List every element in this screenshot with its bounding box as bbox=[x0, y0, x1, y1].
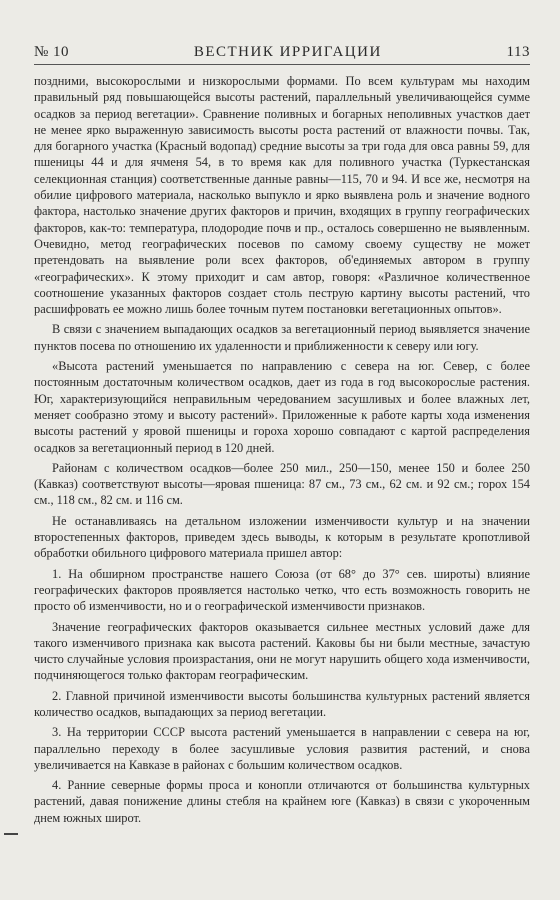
margin-dash-mark bbox=[4, 833, 18, 835]
paragraph-4: Районам с количеством осадков—более 250 мил., 250—150, менее 150 и более 250 (Кавказ) соответствуют высоты—яровая пшеница: 87 см., 73 см., 62 см. и 92 см.; горох 154 см., 118 см., 82 см. и 116 см. bbox=[34, 460, 530, 508]
issue-number: № 10 bbox=[34, 44, 70, 60]
conclusion-2: 2. Главной причиной изменчивости высоты большинства культурных растений является количество осадков, выпадающих за период вегетации. bbox=[34, 688, 530, 719]
conclusion-4: 4. Ранние северные формы проса и конопли отличаются от большинства культурных растений, давая понижение длины стебля на крайнем юге (Кавказ) в связи с укороченным днем южных широт. bbox=[34, 778, 530, 825]
journal-title: ВЕСТНИК ИРРИГАЦИИ bbox=[193, 44, 382, 60]
running-header bbox=[34, 44, 530, 65]
conclusion-1: 1. На обширном пространстве нашего Союза (от 68° до 37° сев. широты) влияние географических факторов проявляется настолько четко, что есть возможность говорить не просто об изменчивости, но и о географической изменчивости признаков. bbox=[34, 566, 530, 614]
paragraph-3: «Высота растений уменьшается по направлению с севера на юг. Север, с более постоянным достаточным количеством осадков, дает из года в год высокорослые растения. Юг, характеризующийся неправильным чередованием засушливых и более влажных лет, меняет сообразно этому и высоту растений». Приложенные к работе карты хода изменения высоты растений у яровой пшеницы и гороха хорошо совпадают с картой распределения осадков за вегетационный период в 120 дней. bbox=[34, 359, 530, 455]
paragraph-1: поздними, высокорослыми и низкорослыми формами. По всем культурам мы находим правильный ряд повышающейся высоты растений, параллельный увеличивающейся сумме осадков за период вегетации». Сравнение поливных и богарных неполивных участков дает не менее ярко выраженную зависимость высоты роста растений от влажности почвы. Так, для богарного участка (Красный водопад) средние высоты за три года для овса равны 59, для пшеницы 44 и для ячменя 54, в то время как для поливного участка (Туркестанская селекционная станция) соответственные данные равны—115, 70 и 94. И все же, несмотря на обилие цифрового материала, насколько выпукло и ярко выявлена роль и значение водного фактора, настолько значение других факторов и причин, входящих в группу географических факторов, как-то: температура, плодородие почв и пр., осталось совершенно не выявленным. Очевидно, метод географических посевов по самому своему существу не может претендовать на выявление роли всех факторов, об'единяемых автором в группу «географических». К этому приходит и сам автор, говоря: «Различное количественное соотношение указанных факторов создает столь пеструю картину высоты растений, что расшифровать ее можно лишь более точным путем постановки вегетационных опытов». bbox=[34, 74, 530, 317]
article-body bbox=[34, 73, 530, 826]
paragraph-5: Не останавливаясь на детальном изложении изменчивости культур и на значении второстепенных факторов, приведем здесь выводы, к которым в результате кропотливой обработки обильного цифрового материала пришел автор: bbox=[34, 513, 530, 561]
page-number: 113 bbox=[506, 44, 530, 60]
conclusion-3: 3. На территории СССР высота растений уменьшается в направлении с севера на юг, параллельно переходу в более засушливые условия развития растений, и снова увеличивается на Кавказе в районах с большим количеством осадков. bbox=[34, 725, 530, 772]
paragraph-7: Значение географических факторов оказывается сильнее местных условий даже для такого изменчивого признака как высота растений. Каковы бы ни были местные, зачастую чисто случайные условия произрастания, они не могут нарушить общего хода изменчивости, подчиняющегося только факторам географическим. bbox=[34, 619, 530, 683]
paragraph-2: В связи с значением выпадающих осадков за вегетационный период выявляется значение пунктов посева по отношению их удаленности и приближенности к северу или югу. bbox=[34, 322, 530, 353]
